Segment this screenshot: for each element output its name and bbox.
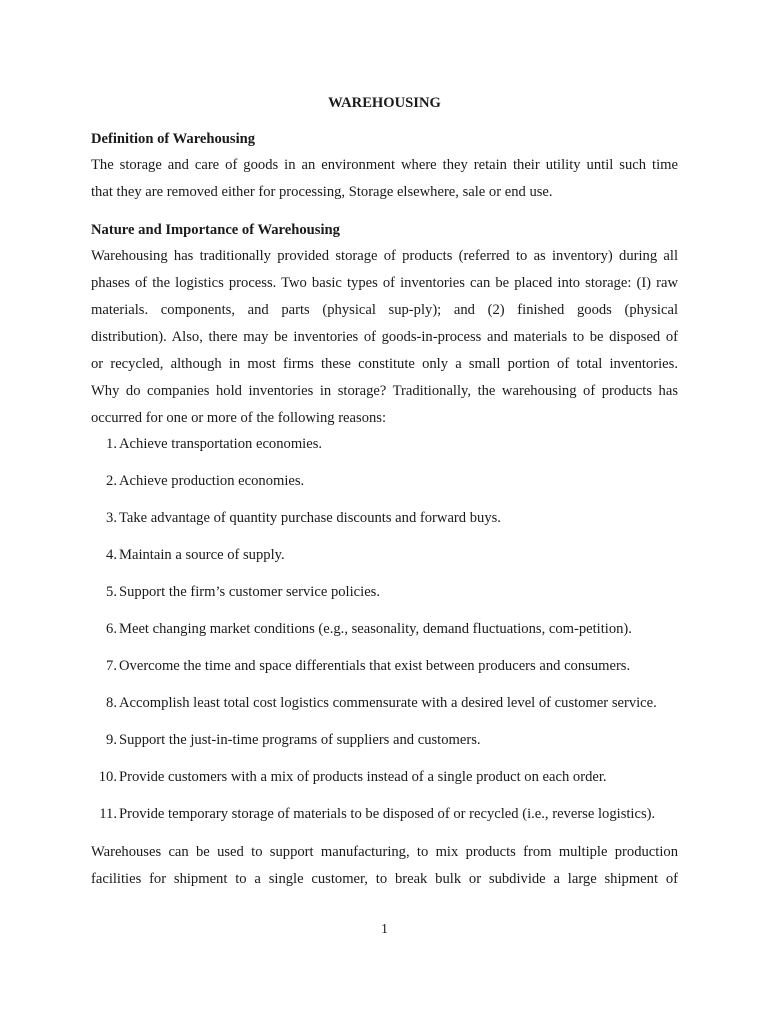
list-item-number: 5.: [106, 584, 117, 600]
list-item-number: 7.: [106, 658, 117, 674]
definition-paragraph: [91, 152, 678, 206]
nature-line: phases of the logistics process. Two basic types of inventories can be placed into storage: (I) raw: [91, 275, 678, 291]
nature-heading: Nature and Importance of Warehousing: [91, 222, 340, 238]
nature-line: Why do companies hold inventories in storage? Traditionally, the warehousing of products has: [91, 383, 678, 399]
list-item-number: 9.: [106, 732, 117, 748]
nature-line: distribution). Also, there may be inventories of goods-in-process and materials to be disposed of: [91, 329, 678, 345]
definition-heading: Definition of Warehousing: [91, 131, 256, 147]
list-item-number: 8.: [106, 695, 117, 711]
nature-line: occurred for one or more of the following reasons:: [91, 410, 387, 426]
list-item-number: 6.: [106, 621, 117, 637]
page-number: 1: [381, 921, 388, 936]
list-item-text: Achieve production economies.: [119, 473, 305, 489]
closing-line: facilities for shipment to a single customer, to break bulk or subdivide a large shipment of: [91, 871, 678, 887]
list-item-number: 10.: [98, 769, 117, 785]
definition-line: that they are removed either for processing, Storage elsewhere, sale or end use.: [91, 184, 553, 200]
nature-line: Warehousing has traditionally provided storage of products (referred to as inventory) during all: [91, 248, 678, 264]
list-item-text: Provide customers with a mix of products instead of a single product on each order.: [119, 769, 607, 785]
list-item-text: Take advantage of quantity purchase discounts and forward buys.: [119, 510, 501, 526]
nature-line: or recycled, although in most firms these constitute only a small portion of total inventories.: [91, 356, 678, 372]
list-item-text: Maintain a source of supply.: [119, 547, 285, 563]
nature-paragraph: [91, 243, 678, 432]
list-item-text: Support the just-in-time programs of suppliers and customers.: [119, 732, 481, 748]
list-item-number: 11.: [99, 806, 117, 822]
closing-paragraph: [91, 839, 678, 893]
nature-line: materials. components, and parts (physical sup-ply); and (2) finished goods (physical: [91, 302, 678, 318]
list-item-number: 3.: [106, 510, 117, 526]
list-item-text: Meet changing market conditions (e.g., seasonality, demand fluctuations, com-petition).: [119, 621, 632, 637]
list-item-text: Accomplish least total cost logistics commensurate with a desired level of customer service.: [119, 695, 657, 711]
definition-line: The storage and care of goods in an environment where they retain their utility until such time: [91, 157, 678, 173]
list-item-text: Support the firm’s customer service policies.: [119, 584, 381, 600]
list-item-text: Achieve transportation economies.: [119, 436, 323, 452]
list-item-number: 1.: [106, 436, 117, 452]
closing-line: Warehouses can be used to support manufacturing, to mix products from multiple production: [91, 844, 678, 860]
list-item-text: Overcome the time and space differentials that exist between producers and consumers.: [119, 658, 631, 674]
list-item-number: 2.: [106, 473, 117, 489]
list-item-number: 4.: [106, 547, 117, 563]
document-title: WAREHOUSING: [328, 95, 441, 111]
list-item-text: Provide temporary storage of materials to be disposed of or recycled (i.e., reverse logistics).: [119, 806, 656, 822]
